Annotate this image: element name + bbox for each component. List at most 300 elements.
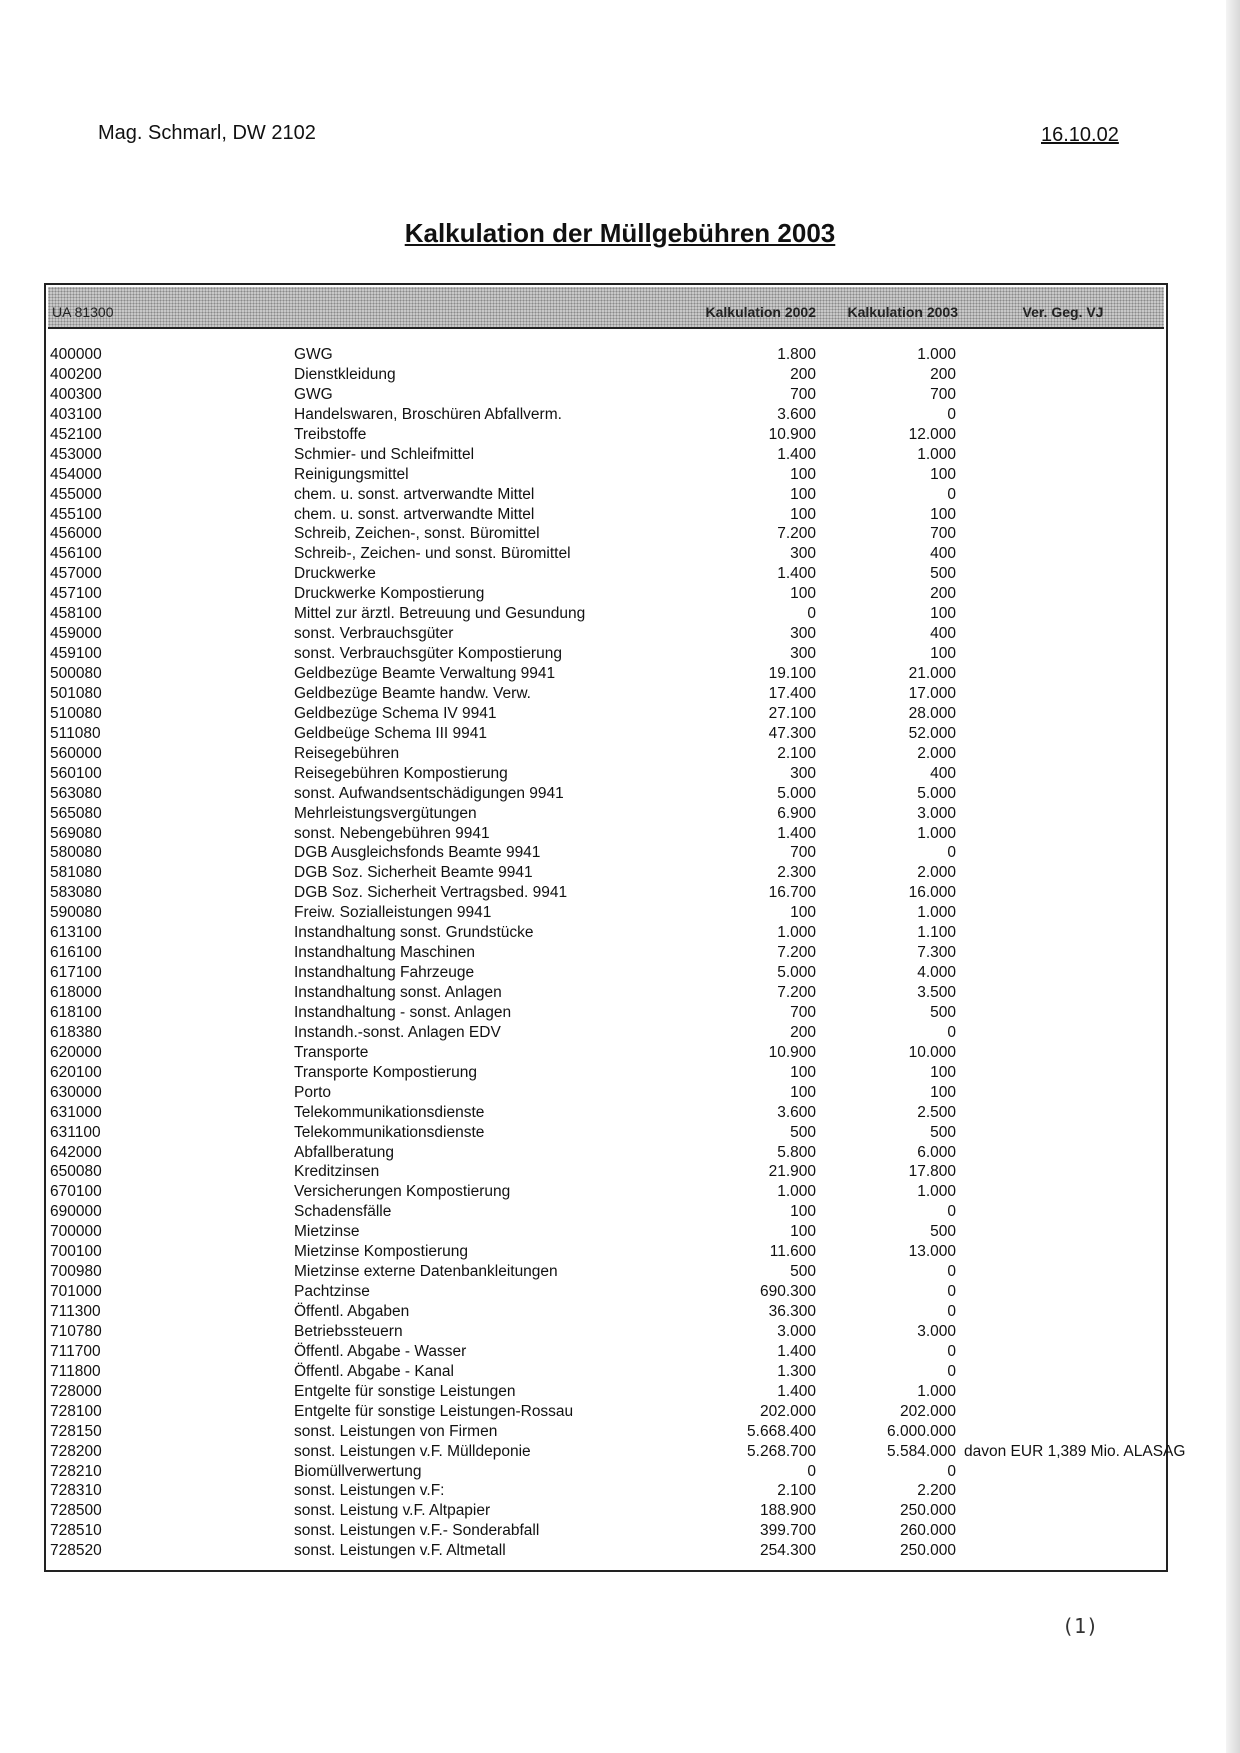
row-value-2003: 700: [930, 385, 956, 403]
row-description: Geldbeüge Schema III 9941: [294, 724, 488, 742]
row-value-2003: 28.000: [908, 704, 956, 722]
document-date: 16.10.02: [1041, 124, 1119, 146]
table-row: [46, 784, 1166, 804]
row-code: 455100: [50, 505, 102, 523]
row-value-2002: 100: [790, 485, 816, 503]
row-value-2002: 200: [790, 365, 816, 383]
row-value-2002: 7.200: [777, 944, 816, 962]
table-row: [46, 365, 1166, 385]
table-row: [46, 1462, 1166, 1482]
row-code: 711800: [50, 1362, 101, 1380]
row-code: 456100: [50, 545, 102, 563]
table-row: [46, 624, 1166, 644]
row-code: 457000: [50, 565, 102, 583]
row-value-2002: 200: [790, 1023, 816, 1041]
row-code: 617100: [50, 964, 102, 982]
row-value-2002: 5.800: [777, 1143, 816, 1161]
row-code: 569080: [50, 824, 102, 842]
row-value-2002: 100: [790, 505, 816, 523]
row-value-2002: 5.268.700: [747, 1442, 816, 1460]
table-row: [46, 923, 1166, 943]
table-row: [46, 345, 1166, 365]
row-code: 400300: [50, 385, 102, 403]
row-description: Treibstoffe: [294, 425, 367, 443]
row-value-2003: 0: [947, 485, 956, 503]
row-value-2002: 100: [790, 904, 816, 922]
row-value-2003: 202.000: [899, 1402, 956, 1420]
table-row: [46, 1481, 1166, 1501]
row-code: 642000: [50, 1143, 102, 1161]
row-description: Freiw. Sozialleistungen 9941: [294, 904, 492, 922]
row-description: Transporte Kompostierung: [294, 1063, 477, 1081]
row-description: Instandhaltung Fahrzeuge: [294, 964, 475, 982]
row-value-2003: 100: [930, 1063, 956, 1081]
row-value-2002: 690.300: [759, 1283, 816, 1301]
row-code: 459000: [50, 625, 102, 643]
row-value-2002: 1.400: [777, 565, 816, 583]
row-description: sonst. Nebengebühren 9941: [294, 824, 490, 842]
row-value-2002: 3.000: [777, 1322, 816, 1340]
row-description: Reinigungsmittel: [294, 465, 409, 483]
header-ua: UA 81300: [52, 304, 114, 320]
row-code: 457100: [50, 585, 102, 603]
table-row: [46, 843, 1166, 863]
row-code: 631100: [50, 1123, 101, 1141]
row-value-2003: 5.000: [917, 784, 956, 802]
row-code: 618380: [50, 1023, 102, 1041]
row-value-2003: 0: [947, 1462, 956, 1480]
row-description: sonst. Leistungen v.F. Altmetall: [294, 1542, 506, 1560]
row-code: 650080: [50, 1163, 102, 1181]
row-code: 620100: [50, 1063, 102, 1081]
row-value-2002: 7.200: [777, 525, 816, 543]
row-code: 581080: [50, 864, 102, 882]
row-description: Telekommunikationsdienste: [294, 1103, 485, 1121]
row-value-2002: 100: [790, 1063, 816, 1081]
row-description: Kreditzinsen: [294, 1163, 380, 1181]
table-row: [46, 564, 1166, 584]
row-description: Instandhaltung - sonst. Anlagen: [294, 1003, 512, 1021]
table-body: [46, 345, 1186, 1561]
row-description: Druckwerke Kompostierung: [294, 585, 485, 603]
table-row: [46, 963, 1166, 983]
row-description: Mietzinse externe Datenbankleitungen: [294, 1263, 558, 1281]
table-row: [46, 1382, 1166, 1402]
row-value-2002: 5.000: [777, 784, 816, 802]
row-value-2002: 1.400: [777, 445, 816, 463]
row-value-2003: 0: [947, 1342, 956, 1360]
row-code: 454000: [50, 465, 102, 483]
row-description: Versicherungen Kompostierung: [294, 1183, 511, 1201]
header-kalkulation-2003: Kalkulation 2003: [847, 304, 958, 320]
row-code: 455000: [50, 485, 102, 503]
row-value-2003: 0: [947, 1283, 956, 1301]
row-value-2002: 6.900: [777, 804, 816, 822]
row-code: 452100: [50, 425, 102, 443]
row-value-2002: 700: [790, 844, 816, 862]
row-description: Reisegebühren: [294, 744, 400, 762]
table-row: [46, 1262, 1166, 1282]
row-code: 700100: [50, 1243, 102, 1261]
row-value-2003: 200: [930, 585, 956, 603]
row-value-2002: 2.100: [777, 1482, 816, 1500]
row-description: DGB Soz. Sicherheit Vertragsbed. 9941: [294, 884, 568, 902]
row-code: 728510: [50, 1522, 102, 1540]
row-code: 728150: [50, 1422, 102, 1440]
table-row: [46, 983, 1166, 1003]
table-row: [46, 724, 1166, 744]
table-row: [46, 704, 1166, 724]
row-description: Schmier- und Schleifmittel: [294, 445, 475, 463]
row-value-2003: 2.500: [917, 1103, 956, 1121]
row-value-2002: 500: [790, 1123, 816, 1141]
row-value-2003: 1.000: [917, 346, 956, 363]
row-description: Schadensfälle: [294, 1203, 392, 1221]
row-code: 560000: [50, 744, 102, 762]
row-description: chem. u. sonst. artverwandte Mittel: [294, 485, 535, 503]
row-value-2002: 19.100: [768, 665, 816, 682]
row-description: chem. u. sonst. artverwandte Mittel: [294, 505, 535, 523]
table-row: [46, 1222, 1166, 1242]
row-value-2002: 3.600: [777, 1103, 816, 1121]
row-value-2002: 700: [790, 1003, 816, 1021]
row-value-2002: 10.900: [768, 1043, 816, 1061]
row-description: Instandhaltung sonst. Anlagen: [294, 984, 502, 1001]
row-code: 690000: [50, 1203, 102, 1221]
row-value-2003: 12.000: [908, 425, 956, 443]
row-value-2003: 400: [930, 625, 956, 643]
row-value-2003: 1.000: [917, 1382, 956, 1400]
row-value-2003: 1.000: [917, 824, 956, 842]
row-description: sonst. Leistung v.F. Altpapier: [294, 1502, 491, 1520]
row-value-2003: 1.000: [917, 1183, 956, 1201]
row-value-2003: 100: [930, 1083, 956, 1101]
row-value-2002: 21.900: [768, 1163, 816, 1181]
row-description: Instandh.-sonst. Anlagen EDV: [294, 1023, 501, 1041]
row-value-2002: 2.300: [777, 864, 816, 882]
row-description: sonst. Aufwandsentschädigungen 9941: [294, 784, 564, 802]
row-value-2003: 0: [947, 844, 956, 862]
row-value-2002: 100: [790, 1083, 816, 1101]
row-code: 700980: [50, 1263, 102, 1281]
row-value-2002: 1.000: [777, 1183, 816, 1201]
row-description: Öffentl. Abgabe - Wasser: [294, 1342, 467, 1360]
table-row: [46, 804, 1166, 824]
row-code: 630000: [50, 1083, 102, 1101]
table-row: [46, 445, 1166, 465]
row-description: Reisegebühren Kompostierung: [294, 764, 508, 782]
row-value-2003: 5.584.000: [887, 1442, 956, 1460]
row-value-2003: 2.000: [917, 744, 956, 762]
row-code: 456000: [50, 525, 102, 543]
row-code: 728210: [50, 1462, 102, 1480]
row-description: DGB Ausgleichsfonds Beamte 9941: [294, 844, 541, 862]
table-row: [46, 1063, 1166, 1083]
row-value-2003: 17.800: [908, 1163, 956, 1181]
row-code: 618000: [50, 984, 102, 1001]
row-description: Pachtzinse: [294, 1283, 370, 1301]
row-value-2003: 100: [930, 505, 956, 523]
row-code: 631000: [50, 1103, 102, 1121]
table-row: [46, 1541, 1166, 1561]
table-row: [46, 1282, 1166, 1302]
table-row: [46, 664, 1166, 684]
row-value-2003: 2.000: [917, 864, 956, 882]
table-row: [46, 1162, 1166, 1182]
row-code: 728500: [50, 1502, 102, 1520]
table-row: [46, 1182, 1166, 1202]
table-row: [46, 1302, 1166, 1322]
row-code: 400200: [50, 365, 102, 383]
row-note: davon EUR 1,389 Mio. ALASAG: [964, 1442, 1186, 1460]
row-description: Geldbezüge Schema IV 9941: [294, 704, 497, 722]
row-value-2002: 100: [790, 585, 816, 603]
table-row: [46, 1402, 1166, 1422]
row-description: Transporte: [294, 1043, 369, 1061]
row-code: 701000: [50, 1283, 102, 1301]
row-value-2002: 0: [807, 1462, 816, 1480]
row-value-2002: 10.900: [768, 425, 816, 443]
row-description: Geldbezüge Beamte handw. Verw.: [294, 684, 531, 702]
row-value-2003: 500: [930, 1003, 956, 1021]
row-value-2003: 1.000: [917, 904, 956, 922]
table-row: [46, 465, 1166, 485]
row-code: 620000: [50, 1043, 102, 1061]
table-row: [46, 764, 1166, 784]
header-kalkulation-2002: Kalkulation 2002: [705, 304, 816, 320]
row-description: Entgelte für sonstige Leistungen: [294, 1382, 516, 1400]
table-row: [46, 544, 1166, 564]
row-value-2002: 0: [807, 605, 816, 623]
row-value-2002: 5.000: [777, 964, 816, 982]
table-row: [46, 1422, 1166, 1442]
row-value-2003: 17.000: [908, 684, 956, 702]
row-value-2003: 1.100: [917, 924, 956, 942]
row-code: 700000: [50, 1223, 102, 1241]
table-row: [46, 1123, 1166, 1143]
row-description: Schreib, Zeichen-, sonst. Büromittel: [294, 525, 540, 543]
table-row: [46, 863, 1166, 883]
row-description: Druckwerke: [294, 565, 376, 583]
row-code: 400000: [50, 346, 102, 363]
row-value-2002: 254.300: [759, 1542, 816, 1560]
row-description: GWG: [294, 385, 333, 403]
table-row: [46, 1202, 1166, 1222]
row-code: 710780: [50, 1322, 102, 1340]
row-value-2003: 3.500: [917, 984, 956, 1001]
row-value-2002: 47.300: [768, 724, 816, 742]
row-value-2003: 7.300: [917, 944, 956, 962]
row-description: Mehrleistungsvergütungen: [294, 804, 477, 822]
table-row: [46, 1043, 1166, 1063]
row-value-2003: 500: [930, 1223, 956, 1241]
row-code: 580080: [50, 844, 102, 862]
row-code: 728200: [50, 1442, 102, 1460]
row-description: Abfallberatung: [294, 1143, 394, 1161]
row-description: Instandhaltung Maschinen: [294, 944, 475, 962]
row-description: Handelswaren, Broschüren Abfallverm.: [294, 405, 562, 423]
row-value-2002: 700: [790, 385, 816, 403]
row-description: Mittel zur ärztl. Betreuung und Gesundung: [294, 605, 586, 623]
table-row: [46, 883, 1166, 903]
row-value-2003: 100: [930, 465, 956, 483]
row-description: Porto: [294, 1083, 332, 1101]
row-value-2003: 0: [947, 1203, 956, 1221]
table-row: [46, 505, 1166, 525]
row-code: 500080: [50, 665, 102, 682]
row-description: sonst. Verbrauchsgüter Kompostierung: [294, 645, 562, 663]
row-description: Mietzinse Kompostierung: [294, 1243, 469, 1261]
row-value-2003: 6.000.000: [887, 1422, 956, 1440]
table-row: [46, 425, 1166, 445]
author-line: Mag. Schmarl, DW 2102: [98, 122, 316, 144]
row-value-2003: 100: [930, 605, 956, 623]
row-description: sonst. Leistungen v.F. Mülldeponie: [294, 1442, 531, 1460]
row-code: 583080: [50, 884, 102, 902]
table-row: [46, 485, 1166, 505]
table-row: [46, 744, 1166, 764]
row-code: 616100: [50, 944, 102, 962]
row-value-2003: 500: [930, 565, 956, 583]
row-value-2003: 3.000: [917, 804, 956, 822]
row-value-2002: 17.400: [768, 684, 816, 702]
row-code: 565080: [50, 804, 102, 822]
row-value-2002: 300: [790, 645, 816, 663]
row-value-2003: 6.000: [917, 1143, 956, 1161]
row-value-2003: 16.000: [908, 884, 956, 902]
row-value-2002: 500: [790, 1263, 816, 1281]
calculation-table: [44, 283, 1186, 1572]
table-row: [46, 824, 1166, 844]
table-row: [46, 1023, 1166, 1043]
row-code: 728310: [50, 1482, 102, 1500]
row-value-2003: 4.000: [917, 964, 956, 982]
row-value-2003: 0: [947, 1023, 956, 1041]
row-value-2002: 1.000: [777, 924, 816, 942]
row-description: sonst. Leistungen von Firmen: [294, 1422, 498, 1440]
row-description: GWG: [294, 346, 333, 363]
row-value-2002: 300: [790, 545, 816, 563]
row-description: sonst. Verbrauchsgüter: [294, 625, 454, 643]
row-value-2002: 5.668.400: [747, 1422, 816, 1440]
row-code: 711300: [50, 1303, 101, 1320]
row-code: 459100: [50, 645, 102, 663]
row-value-2002: 300: [790, 625, 816, 643]
row-value-2003: 700: [930, 525, 956, 543]
row-description: Entgelte für sonstige Leistungen-Rossau: [294, 1402, 574, 1420]
table-row: [46, 1103, 1166, 1123]
row-description: Betriebssteuern: [294, 1322, 403, 1340]
table-row: [46, 684, 1166, 704]
table-row: [46, 903, 1166, 923]
row-value-2002: 1.400: [777, 1342, 816, 1360]
row-value-2003: 100: [930, 645, 956, 663]
row-value-2003: 400: [930, 764, 956, 782]
row-description: Dienstkleidung: [294, 365, 396, 383]
table-header: [48, 287, 1164, 329]
row-value-2002: 100: [790, 1223, 816, 1241]
row-value-2003: 13.000: [908, 1243, 956, 1261]
page-number: (1): [1062, 1614, 1099, 1638]
row-value-2003: 0: [947, 405, 956, 423]
row-value-2002: 11.600: [769, 1243, 816, 1261]
table-row: [46, 1143, 1166, 1163]
row-code: 453000: [50, 445, 102, 463]
table-row: [46, 1362, 1166, 1382]
row-value-2002: 100: [790, 465, 816, 483]
row-description: sonst. Leistungen v.F:: [294, 1482, 445, 1500]
row-value-2003: 500: [930, 1123, 956, 1141]
row-code: 501080: [50, 684, 102, 702]
row-description: DGB Soz. Sicherheit Beamte 9941: [294, 864, 533, 882]
table-row: [46, 1242, 1166, 1262]
row-value-2003: 0: [947, 1263, 956, 1281]
row-description: Telekommunikationsdienste: [294, 1123, 485, 1141]
row-code: 618100: [50, 1003, 102, 1021]
row-value-2002: 188.900: [759, 1502, 816, 1520]
table-row: [46, 1442, 1186, 1462]
row-code: 511080: [50, 724, 101, 742]
row-code: 590080: [50, 904, 102, 922]
table-row: [46, 943, 1166, 963]
row-description: Öffentl. Abgaben: [294, 1303, 410, 1320]
row-description: Mietzinse: [294, 1223, 360, 1241]
row-value-2002: 100: [790, 1203, 816, 1221]
row-value-2003: 0: [947, 1303, 956, 1320]
row-value-2002: 7.200: [777, 984, 816, 1001]
row-description: Instandhaltung sonst. Grundstücke: [294, 924, 534, 942]
row-value-2002: 3.600: [777, 405, 816, 423]
scan-edge: [1226, 0, 1240, 1753]
row-code: 403100: [50, 405, 102, 423]
page-title: Kalkulation der Müllgebühren 2003: [404, 218, 836, 248]
row-code: 670100: [50, 1183, 102, 1201]
row-description: Biomüllverwertung: [294, 1462, 422, 1480]
row-description: Schreib-, Zeichen- und sonst. Büromittel: [294, 545, 571, 563]
row-value-2002: 1.300: [777, 1362, 816, 1380]
row-value-2002: 1.800: [777, 346, 816, 363]
row-code: 711700: [50, 1342, 101, 1360]
row-value-2003: 3.000: [917, 1322, 956, 1340]
table-row: [46, 1501, 1166, 1521]
table-row: [46, 584, 1166, 604]
row-code: 560100: [50, 764, 102, 782]
row-value-2003: 1.000: [917, 445, 956, 463]
row-code: 563080: [50, 784, 102, 802]
row-value-2002: 1.400: [777, 1382, 816, 1400]
table-row: [46, 1083, 1166, 1103]
row-code: 728000: [50, 1382, 102, 1400]
row-value-2003: 21.000: [908, 665, 956, 682]
table-row: [46, 604, 1166, 624]
table-row: [46, 385, 1166, 405]
table-row: [46, 1322, 1166, 1342]
row-value-2003: 200: [930, 365, 956, 383]
table-row: [46, 1003, 1166, 1023]
table-row: [46, 1521, 1166, 1541]
table-row: [46, 1342, 1166, 1362]
row-value-2002: 36.300: [768, 1303, 816, 1320]
row-value-2003: 400: [930, 545, 956, 563]
row-value-2002: 300: [790, 764, 816, 782]
row-value-2003: 0: [947, 1362, 956, 1380]
row-description: Öffentl. Abgabe - Kanal: [294, 1362, 454, 1380]
row-value-2002: 2.100: [777, 744, 816, 762]
row-description: Geldbezüge Beamte Verwaltung 9941: [294, 665, 556, 682]
table-row: [46, 405, 1166, 425]
table-row: [46, 644, 1166, 664]
row-value-2003: 260.000: [899, 1522, 956, 1540]
